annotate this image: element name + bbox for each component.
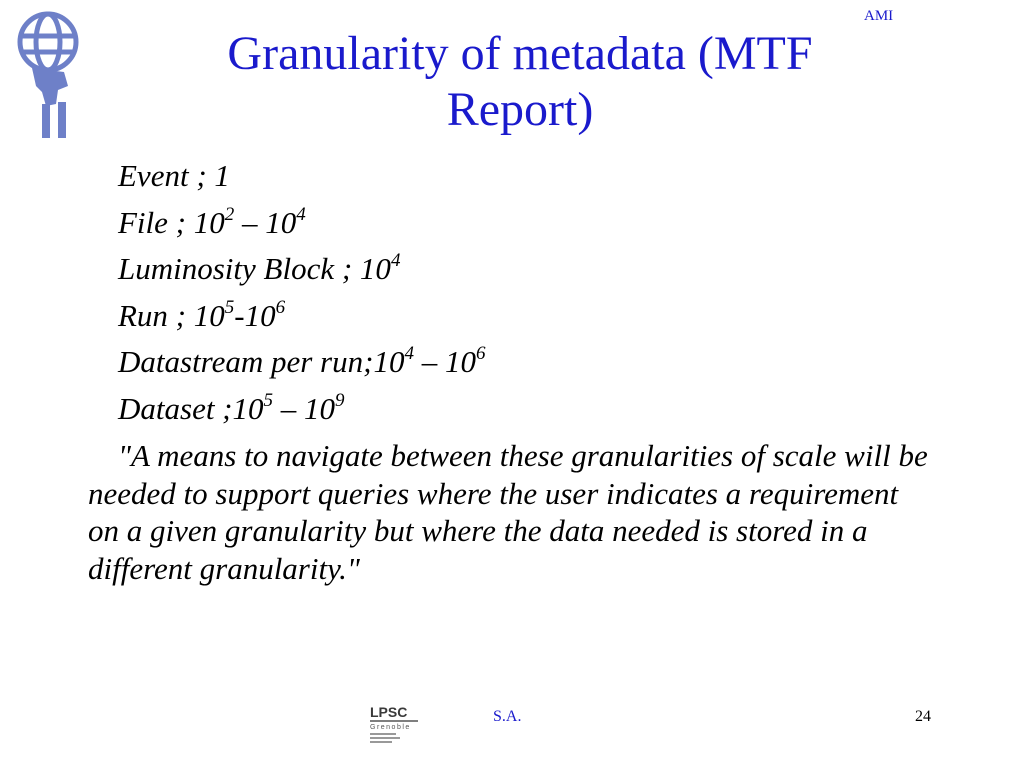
list-item-luminosity-block: Luminosity Block ; $10^4$ [118,250,401,286]
corner-tag: AMI [864,8,894,24]
lpsc-logo-icon [366,700,422,746]
list-item-dataset: Dataset $;10^5 - 10^9$ [118,389,345,426]
svg-text:Grenoble: Grenoble [370,724,411,731]
page-number: 24 [915,708,931,725]
svg-text:LPSC: LPSC [370,704,408,720]
list-item-datastream: Datastream per $run;10^4 - 10^6$ [118,343,486,379]
list-item-file: File ; $10^2 - 10^4$ [118,203,306,240]
slide-title-line-1: Granularity of metadata (MTF [227,27,813,80]
slide-title-line-2: Report) [446,83,594,136]
list-item-run: Run ; $10^5-10^6$ [118,296,286,333]
granularity-list [88,158,928,587]
list-item-event: Event ; 1 [118,158,230,193]
atlas-logo-icon [12,6,90,138]
author-initials: S.A. [493,708,522,725]
slide-title [110,26,930,138]
quote-paragraph: "A means to navigate between these granularities of scale will be needed to support queries where the user indicates a requirement on a given granularity but where the data needed is stored in a different granularity." [88,438,928,586]
